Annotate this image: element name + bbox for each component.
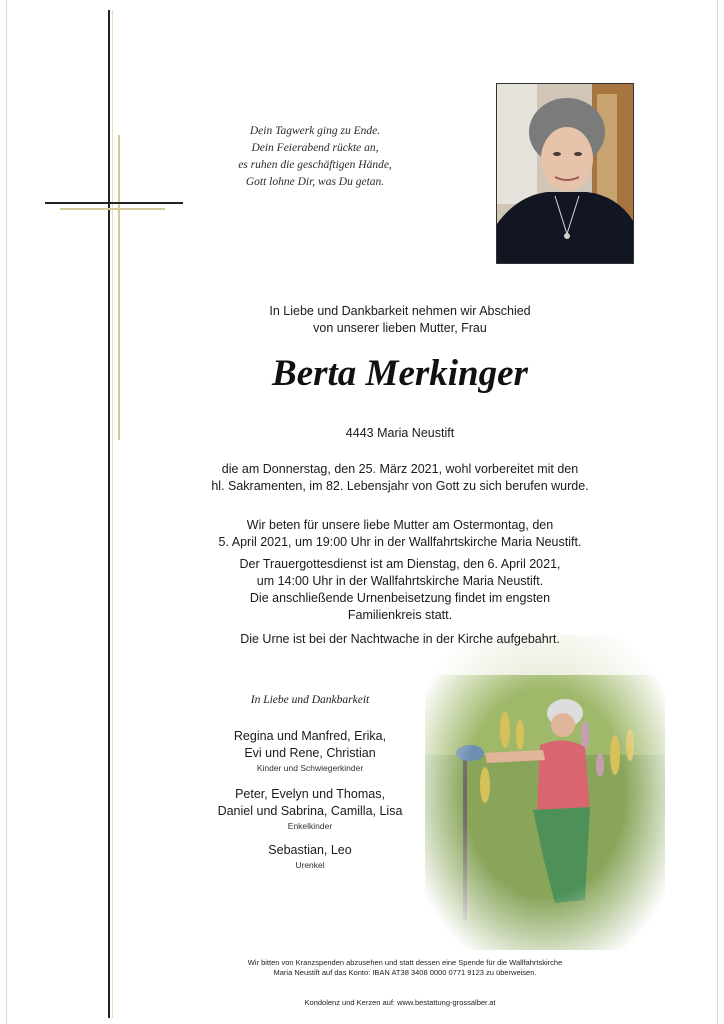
verse-line: es ruhen die geschäftigen Hände,	[238, 159, 392, 171]
service-line: um 14:00 Uhr in der Wallfahrtskirche Maria Neustift.	[256, 574, 544, 588]
service-line: Familienkreis statt.	[347, 608, 453, 622]
death-notice	[170, 461, 630, 495]
family-names-line: Regina und Manfred, Erika,	[233, 729, 387, 743]
prayer-line: Wir beten für unsere liebe Mutter am Ostermontag, den	[246, 518, 554, 532]
urn-notice: Die Urne ist bei der Nachtwache in der Kirche aufgebahrt.	[240, 632, 560, 646]
portrait-photo	[496, 83, 634, 264]
right-edge-line	[717, 0, 718, 1024]
intro-line: von unserer lieben Mutter, Frau	[313, 321, 487, 335]
family-names-line: Evi und Rene, Christian	[244, 746, 376, 760]
cross-symbol	[40, 10, 185, 1020]
service-notice	[170, 556, 630, 624]
family-relation: Kinder und Schwiegerkinder	[256, 763, 364, 773]
death-notice-line: hl. Sakramenten, im 82. Lebensjahr von Gott zu sich berufen wurde.	[211, 479, 589, 493]
garden-photo	[425, 635, 665, 950]
deceased-name: Berta Merkinger	[272, 353, 528, 394]
family-names-line: Sebastian, Leo	[268, 843, 352, 857]
verse-line: Dein Feierabend rückte an,	[251, 142, 379, 154]
condolence-link-text: Kondolenz und Kerzen auf: www.bestattung-grossalber.at	[304, 998, 496, 1007]
family-names-line: Peter, Evelyn und Thomas,	[235, 787, 385, 801]
service-line: Die anschließende Urnenbeisetzung findet im engsten	[249, 591, 551, 605]
service-line: Der Trauergottesdienst ist am Dienstag, den 6. April 2021,	[239, 557, 561, 571]
left-edge-line	[6, 0, 7, 1024]
donation-note	[180, 958, 630, 978]
prayer-line: 5. April 2021, um 19:00 Uhr in der Wallfahrtskirche Maria Neustift.	[218, 535, 582, 549]
prayer-notice	[170, 517, 630, 551]
thanks-heading: In Liebe und Dankbarkeit	[250, 694, 370, 706]
family-relation: Enkelkinder	[287, 821, 333, 831]
donation-line: Wir bitten von Kranzspenden abzusehen und statt dessen eine Spende für die Wallfahrtskirche	[247, 958, 563, 967]
intro-text	[200, 303, 600, 337]
deceased-place: 4443 Maria Neustift	[345, 426, 455, 440]
family-names-line: Daniel und Sabrina, Camilla, Lisa	[217, 804, 403, 818]
death-notice-line: die am Donnerstag, den 25. März 2021, wohl vorbereitet mit den	[221, 462, 579, 476]
verse-line: Gott lohne Dir, was Du getan.	[245, 176, 385, 188]
family-children	[190, 728, 430, 774]
family-grandchildren	[190, 786, 430, 832]
memorial-verse	[200, 123, 430, 191]
verse-line: Dein Tagwerk ging zu Ende.	[249, 125, 381, 137]
intro-line: In Liebe und Dankbarkeit nehmen wir Abschied	[269, 304, 531, 318]
family-relation: Urenkel	[295, 860, 325, 870]
donation-line: Maria Neustift auf das Konto: IBAN AT38 3408 0000 0771 9123 zu überweisen.	[273, 968, 537, 977]
family-great-grandchildren	[190, 842, 430, 871]
